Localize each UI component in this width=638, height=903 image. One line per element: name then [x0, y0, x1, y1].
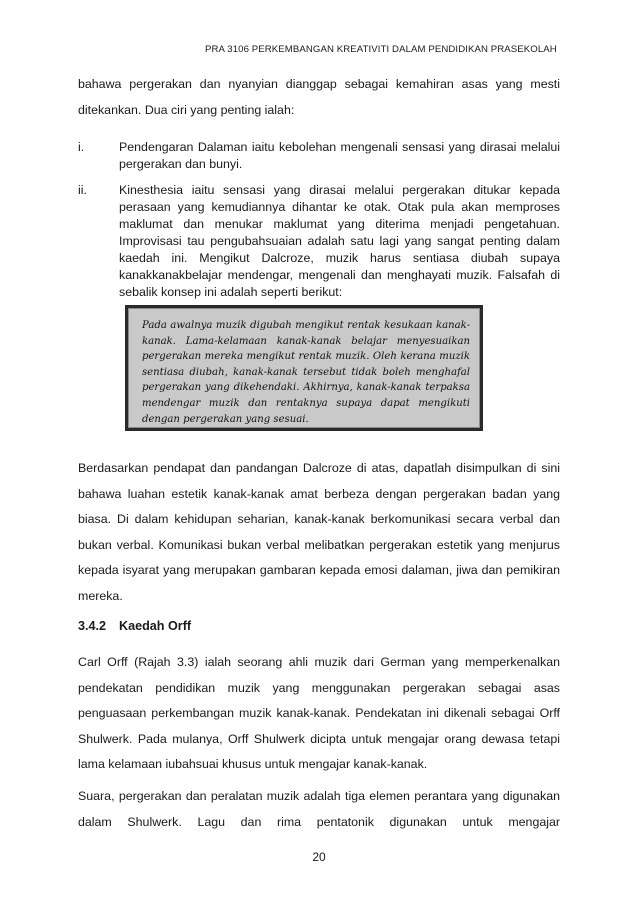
quote-text: Pada awalnya muzik digubah mengikut rentak kesukaan kanak-kanak. Lama-kelamaan kanak-kanak belajar menyesuaikan pergerakan mereka mengikut rentak muzik. Oleh kerana muzik sentiasa diubah, kanak-kanak tersebut tidak boleh menghafal pergerakan yang dikehendaki. Akhirnya, kanak-kanak terpaksa mendengar muzik dan rentaknya supaya dapat mengikuti dengan pergerakan yang sesuai. [142, 320, 470, 425]
section-number: 3.4.2 [78, 619, 107, 633]
page-number: 20 [312, 850, 326, 864]
list-item-text: Pendengaran Dalaman iaitu kebolehan mengenali sensasi yang dirasai melalui pergerakan dan bunyi. [119, 140, 560, 171]
body-paragraph-1: Berdasarkan pendapat dan pandangan Dalcroze di atas, dapatlah disimpulkan di sini bahawa luahan estetik kanak-kanak amat berbeza dengan pergerakan badan yang biasa. Di dalam kehidupan seharian, kanak-kanak berkomunikasi secara verbal dan bukan verbal. Komunikasi bukan verbal melibatkan pergerakan estetik yang menjurus kepada isyarat yang merupakan gambaran kepada emosi dalaman, jiwa dan pemikiran mereka. [78, 461, 560, 603]
list-item-1 [78, 139, 560, 173]
list-item-number: ii. [78, 183, 87, 197]
running-header: PRA 3106 PERKEMBANGAN KREATIVITI DALAM PENDIDIKAN PRASEKOLAH [205, 44, 557, 55]
quote-box [125, 305, 483, 431]
body-paragraph-3: Suara, pergerakan dan peralatan muzik adalah tiga elemen perantara yang digunakan dalam Shulwerk. Lagu dan rima pentatonik digunakan untuk mengajar [78, 789, 560, 829]
section-heading [78, 619, 191, 633]
section-title: Kaedah Orff [119, 619, 192, 633]
list-item-2 [78, 182, 560, 301]
list-item-number: i. [78, 140, 85, 154]
list-item-text: Kinesthesia iaitu sensasi yang dirasai melalui pergerakan ditukar kepada perasaan yang kemudiannya dihantar ke otak. Otak pula akan memproses maklumat dan menukar maklumat yang diterima menjadi pengetahuan. Improvisasi tau pengubahsuaian adalah satu lagi yang sangat penting dalam kaedah ini. Mengikut Dalcroze, muzik harus sentiasa diubah supaya kanakkanakbelajar mendengar, mengenali dan menghayati muzik. Falsafah di sebalik konsep ini adalah seperti berikut: [119, 183, 560, 299]
body-paragraph-2: Carl Orff (Rajah 3.3) ialah seorang ahli muzik dari German yang memperkenalkan pendekatan pendidikan muzik yang menggunakan pergerakan sebagai asas penguasaan perkembangan muzik kanak-kanak. Pendekatan ini dikenali sebagai Orff Shulwerk. Pada mulanya, Orff Shulwerk dicipta untuk mengajar orang dewasa tetapi lama kelamaan iubahsuai khusus untuk mengajar kanak-kanak. [78, 655, 560, 771]
intro-paragraph: bahawa pergerakan dan nyanyian dianggap sebagai kemahiran asas yang mesti ditekankan. Dua ciri yang penting ialah: [78, 77, 560, 117]
